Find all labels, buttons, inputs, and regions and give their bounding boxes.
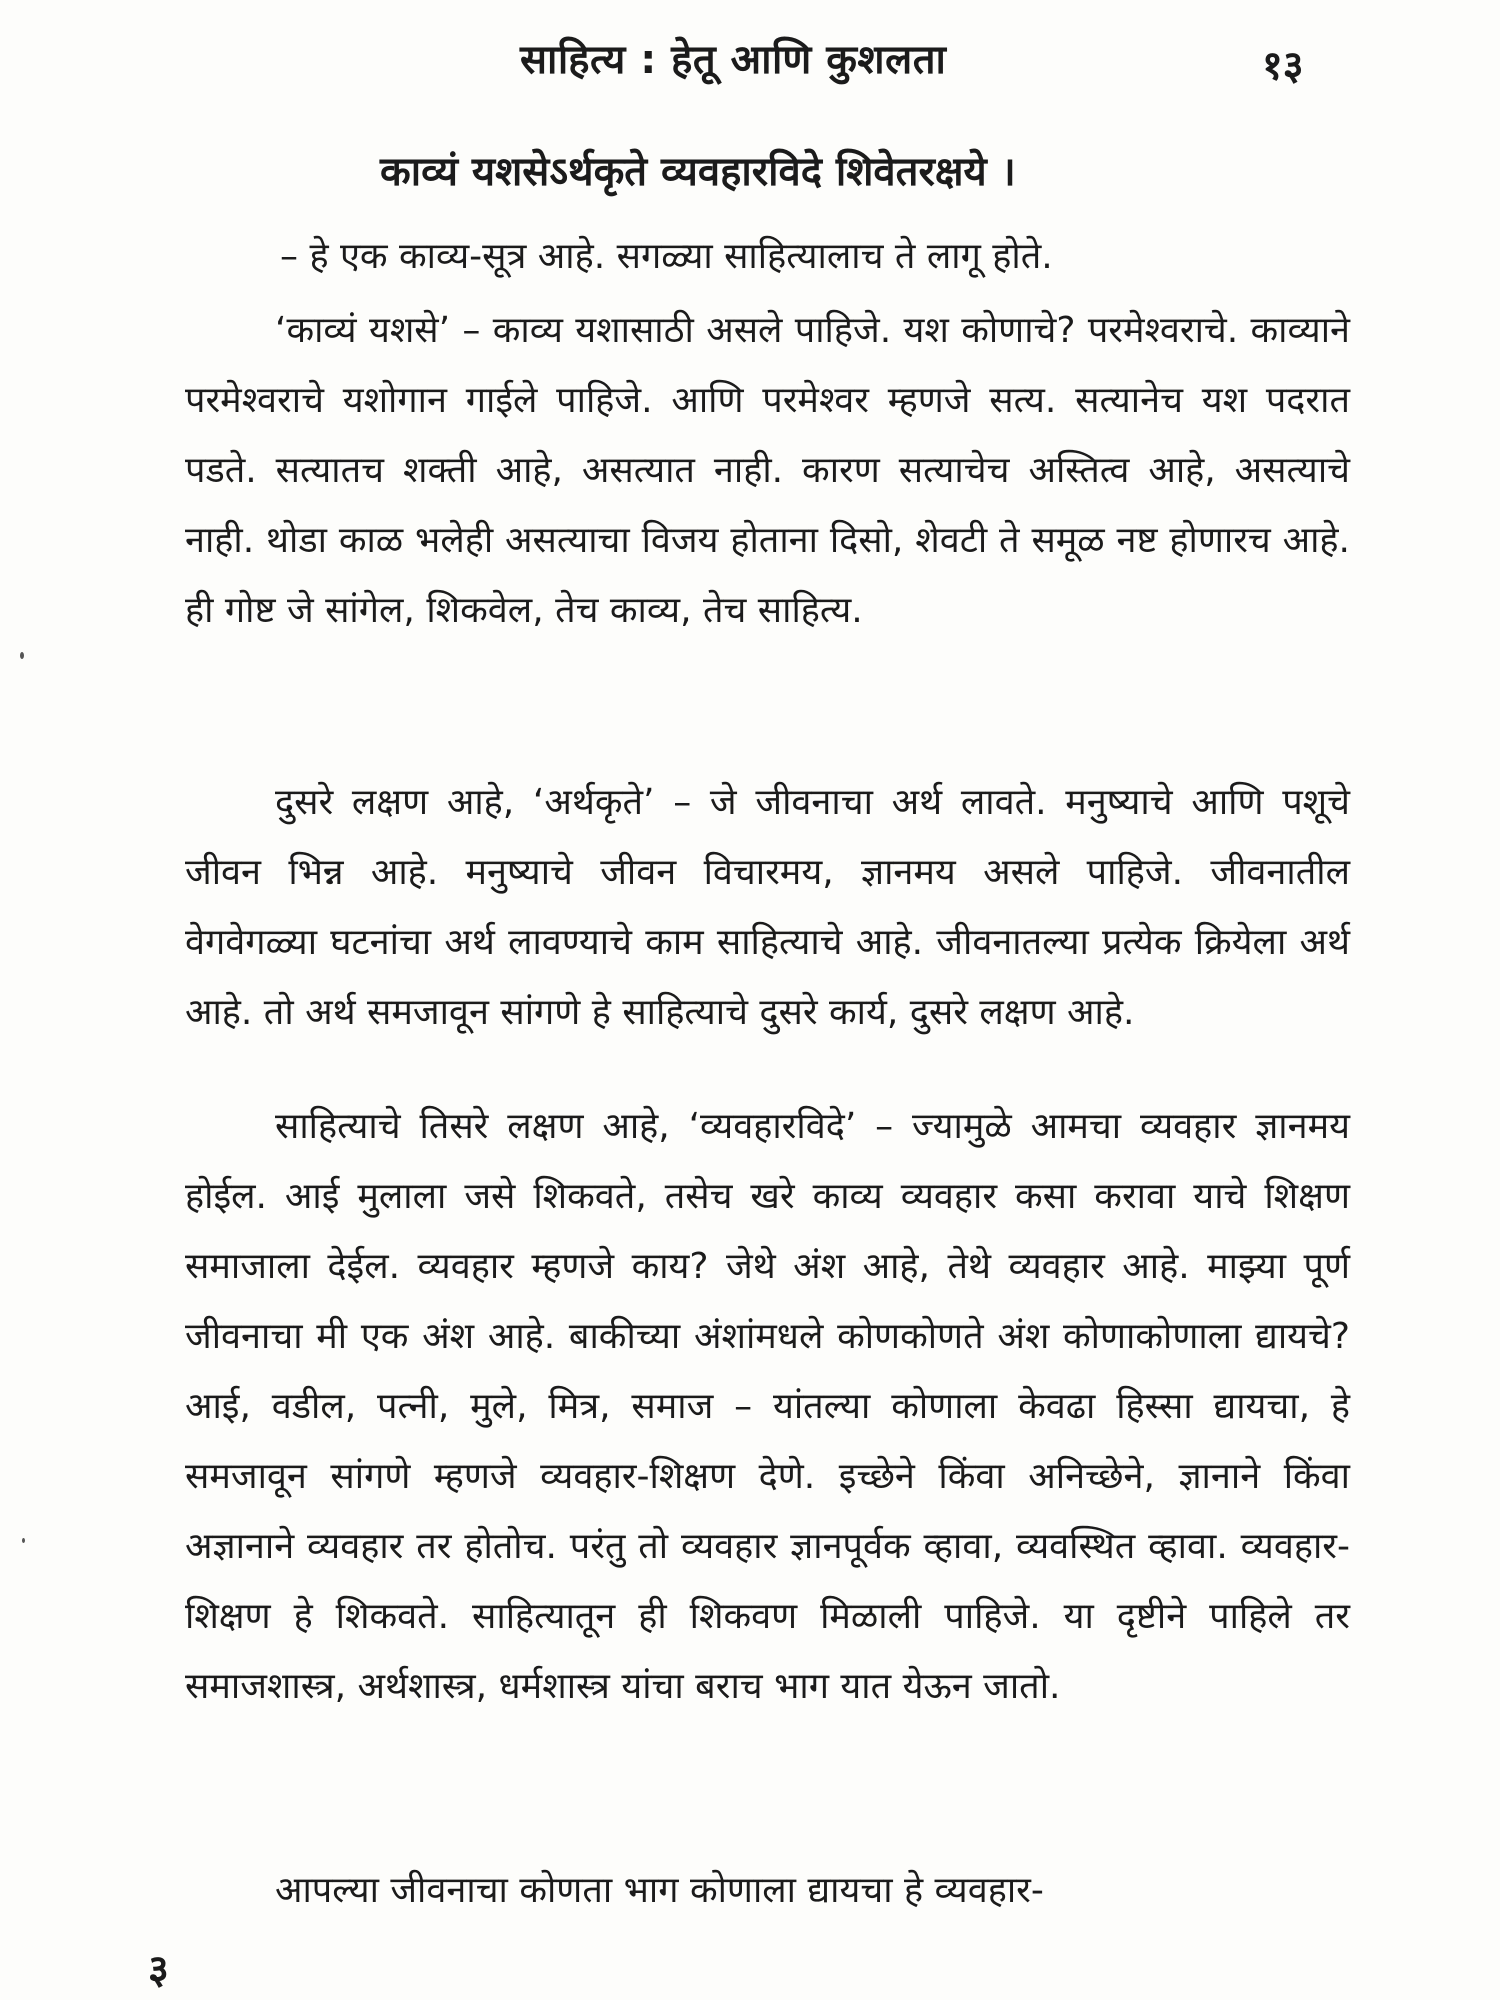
scan-speck — [20, 652, 24, 659]
page-number: १३ — [1262, 43, 1304, 89]
sanskrit-epigraph: काव्यं यशसेऽर्थकृते व्यवहारविदे शिवेतरक्षये । — [380, 149, 1016, 195]
paragraph-4: साहित्याचे तिसरे लक्षण आहे, ‘व्यवहारविदे’ – ज्यामुळे आमचा व्यवहार ज्ञानमय होईल. आई मुलाला जसे शिकवते, तसेच खरे काव्य व्यवहार कसा करावा याचे शिक्षण समाजाला देईल. व्यवहार म्हणजे काय? जेथे अंश आहे, तेथे व्यवहार आहे. माझ्या पूर्ण जीवनाचा मी एक अंश आहे. बाकीच्या अंशांमधले कोणकोणते अंश कोणाकोणाला द्यायचे? आई, वडील, पत्नी, मुले, मित्र, समाज – यांतल्या कोणाला केवढा हिस्सा द्यायचा, हे समजावून सांगणे म्हणजे व्यवहार-शिक्षण देणे. इच्छेने किंवा अनिच्छेने, ज्ञानाने किंवा अज्ञानाने व्यवहार तर होतोच. परंतु तो व्यवहार ज्ञानपूर्वक व्हावा, व्यवस्थित व्हावा. व्यवहार-शिक्षण हे शिकवते. साहित्यातून ही शिकवण मिळाली पाहिजे. या दृष्टीने पाहिले तर समाजशास्त्र, अर्थशास्त्र, धर्मशास्त्र यांचा बराच भाग यात येऊन जातो. — [185, 1106, 1350, 1707]
running-head-title: साहित्य : हेतू आणि कुशलता — [520, 37, 947, 83]
paragraph-1: – हे एक काव्य-सूत्र आहे. सगळ्या साहित्यालाच ते लागू होते. — [280, 236, 1053, 277]
paragraph-5: आपल्या जीवनाचा कोणता भाग कोणाला द्यायचा हे व्यवहार- — [275, 1870, 1044, 1911]
footer-folio-mark: ३ — [148, 1947, 169, 1993]
paragraph-2: ‘काव्यं यशसे’ – काव्य यशासाठी असले पाहिजे. यश कोणाचे? परमेश्वराचे. काव्याने परमेश्वराचे यशोगान गाईले पाहिजे. आणि परमेश्वर म्हणजे सत्य. सत्यानेच यश पदरात पडते. सत्यातच शक्ती आहे, असत्यात नाही. कारण सत्याचेच अस्तित्व आहे, असत्याचे नाही. थोडा काळ भलेही असत्याचा विजय होताना दिसो, शेवटी ते समूळ नष्ट होणारच आहे. ही गोष्ट जे सांगेल, शिकवेल, तेच काव्य, तेच साहित्य. — [185, 310, 1350, 631]
scan-speck — [22, 1538, 25, 1543]
paragraph-3: दुसरे लक्षण आहे, ‘अर्थकृते’ – जे जीवनाचा अर्थ लावते. मनुष्याचे आणि पशूचे जीवन भिन्न आहे. मनुष्याचे जीवन विचारमय, ज्ञानमय असले पाहिजे. जीवनातील वेगवेगळ्या घटनांचा अर्थ लावण्याचे काम साहित्याचे आहे. जीवनातल्या प्रत्येक क्रियेला अर्थ आहे. तो अर्थ समजावून सांगणे हे साहित्याचे दुसरे कार्य, दुसरे लक्षण आहे. — [185, 782, 1350, 1033]
